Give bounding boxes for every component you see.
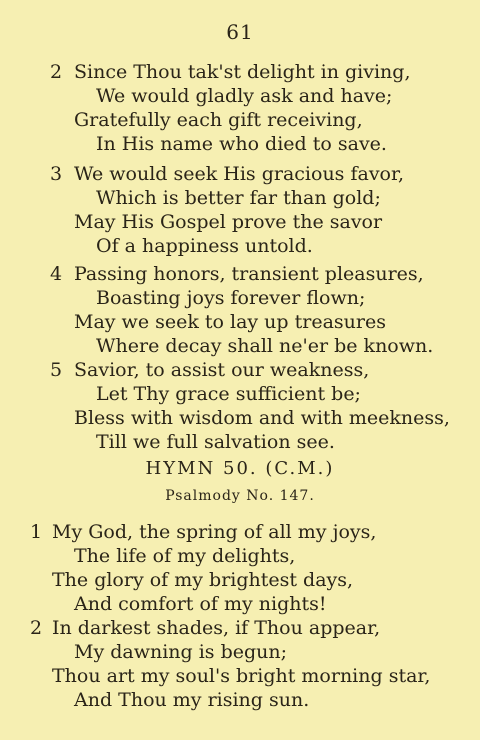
verse-line: Which is better far than gold; xyxy=(96,187,381,209)
stanza-number: 1 xyxy=(30,521,43,543)
verse-line: Let Thy grace sufficient be; xyxy=(96,383,361,405)
stanza-number: 2 xyxy=(50,61,63,83)
verse-line: In His name who died to save. xyxy=(96,133,387,155)
verse-line: My God, the spring of all my joys, xyxy=(52,521,377,543)
verse-line: May His Gospel prove the savor xyxy=(74,211,383,233)
verse-line: We would seek His gracious favor, xyxy=(74,163,405,185)
verse-line: My dawning is begun; xyxy=(74,641,288,663)
verse-line: In darkest shades, if Thou appear, xyxy=(52,617,381,639)
stanza-number: 4 xyxy=(50,263,63,285)
verse-line: Gratefully each gift receiving, xyxy=(74,109,363,131)
hymn-tune-reference: Psalmody No. 147. xyxy=(165,488,315,504)
verse-line: Where decay shall ne'er be known. xyxy=(96,335,434,357)
stanza-number: 3 xyxy=(50,163,63,185)
hymn-title: HYMN 50. (C.M.) xyxy=(145,458,335,479)
verse-line: And Thou my rising sun. xyxy=(74,689,310,711)
verse-line: Thou art my soul's bright morning star, xyxy=(52,665,431,687)
stanza-number: 5 xyxy=(50,359,63,381)
verse-line: Passing honors, transient pleasures, xyxy=(74,263,424,285)
verse-line: May we seek to lay up treasures xyxy=(74,311,386,333)
verse-line: Since Thou tak'st delight in giving, xyxy=(74,61,411,83)
verse-line: Savior, to assist our weakness, xyxy=(74,359,370,381)
verse-line: Boasting joys forever flown; xyxy=(96,287,366,309)
stanza-number: 2 xyxy=(30,617,43,639)
verse-line: And comfort of my nights! xyxy=(74,593,327,615)
verse-line: Bless with wisdom and with meekness, xyxy=(74,407,450,429)
verse-line: We would gladly ask and have; xyxy=(96,85,393,107)
verse-line: The glory of my brightest days, xyxy=(52,569,354,591)
verse-line: Of a happiness untold. xyxy=(96,235,313,257)
verse-line: Till we full salvation see. xyxy=(96,431,335,453)
page-number: 61 xyxy=(226,20,254,44)
verse-line: The life of my delights, xyxy=(74,545,296,567)
